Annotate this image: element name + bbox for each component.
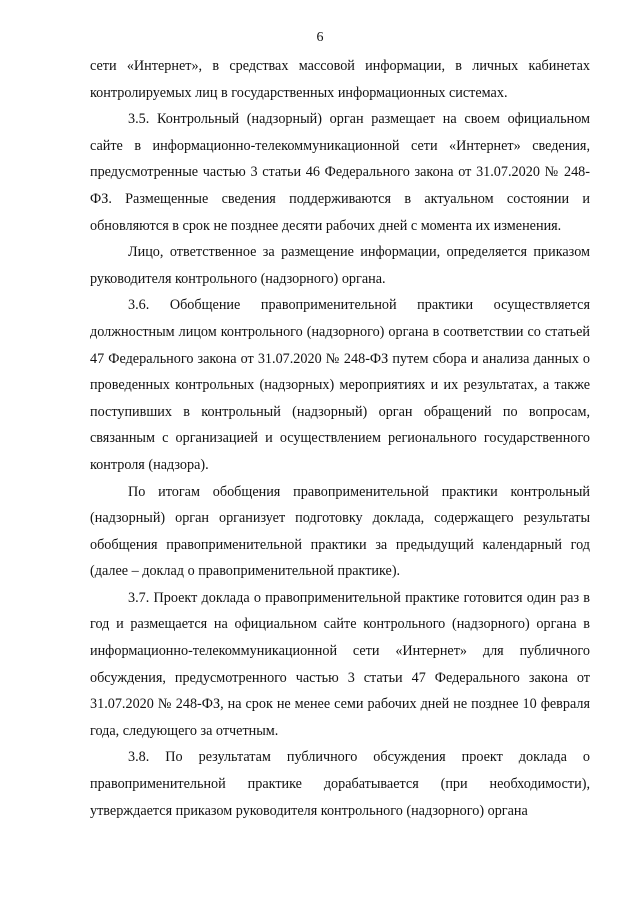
page-number: 6 bbox=[316, 30, 324, 45]
paragraph-continuation: сети «Интернет», в средствах массовой информации, в личных кабинетах контролируемых лиц в государственных информационных системах. bbox=[90, 58, 590, 101]
paragraph-report-preparation: По итогам обобщения правоприменительной практики контрольный (надзорный) орган организует подготовку доклада, содержащего результаты обобщения правоприменительной практики за предыдущий календарный год (далее – доклад о правоприменительной практике). bbox=[90, 483, 590, 580]
paragraph-3-7: 3.7. Проект доклада о правоприменительной практике готовится один раз в год и размещается на официальном сайте контрольного (надзорного) органа в информационно-телекоммуникационной сети «Интернет» для публичного обсуждения, предусмотренного частью 3 статьи 47 Федерального закона от 31.07.2020 № 248-ФЗ, на срок не менее семи рабочих дней не позднее 10 февраля года, следующего за отчетным. bbox=[90, 589, 590, 739]
document-body bbox=[90, 53, 590, 824]
paragraph-3-6: 3.6. Обобщение правоприменительной практики осуществляется должностным лицом контрольного (надзорного) органа в соответствии со статьей 47 Федерального закона от 31.07.2020 № 248-ФЗ путем сбора и анализа данных о проведенных контрольных (надзорных) мероприятиях и их результатах, а также поступивших в контрольный (надзорный) орган обращений по вопросам, связанным с организацией и осуществлением регионального государственного контроля (надзора). bbox=[90, 297, 590, 473]
paragraph-responsible-person: Лицо, ответственное за размещение информации, определяется приказом руководителя контрольного (надзорного) органа. bbox=[90, 244, 590, 287]
paragraph-3-8: 3.8. По результатам публичного обсуждения проект доклада о правоприменительной практике дорабатывается (при необходимости), утверждается приказом руководителя контрольного (надзорного) органа bbox=[90, 749, 590, 819]
paragraph-3-5: 3.5. Контрольный (надзорный) орган размещает на своем официальном сайте в информационно-телекоммуникационной сети «Интернет» сведения, предусмотренные частью 3 статьи 46 Федерального закона от 31.07.2020 № 248-ФЗ. Размещенные сведения поддерживаются в актуальном состоянии и обновляются в срок не позднее десяти рабочих дней с момента их изменения. bbox=[90, 111, 590, 234]
